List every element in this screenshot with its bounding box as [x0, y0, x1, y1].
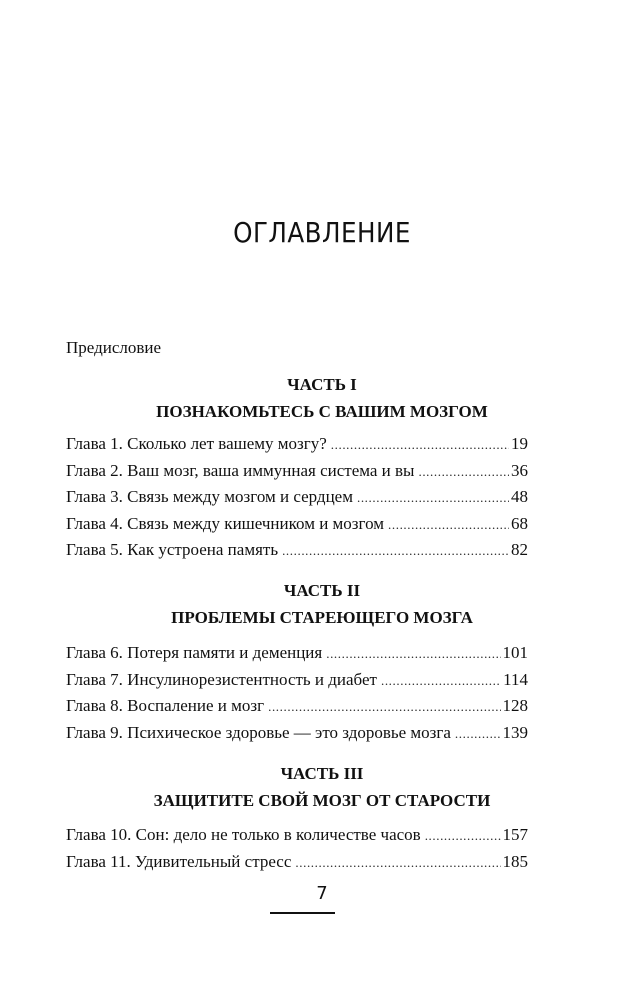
dot-leader	[357, 490, 509, 506]
chapter-title: Глава 3. Связь между мозгом и сердцем	[66, 487, 353, 506]
page-title: ОГЛАВЛЕНИЕ	[233, 216, 411, 249]
part-3-chapter-list	[66, 825, 528, 878]
toc-entry[interactable]	[66, 514, 528, 541]
toc-entry[interactable]	[66, 696, 528, 723]
page-number: 7	[316, 883, 328, 904]
dot-leader	[295, 855, 500, 871]
chapter-title: Глава 7. Инсулинорезистентность и диабет	[66, 669, 377, 689]
part-2-label: ЧАСТЬ II	[283, 581, 361, 600]
part-3-heading	[0, 760, 644, 814]
part-1-label: ЧАСТЬ I	[287, 375, 357, 394]
page-number-rule	[270, 912, 335, 914]
chapter-title: Глава 5. Как устроена память	[66, 540, 279, 559]
part-2-title: ПРОБЛЕМЫ СТАРЕЮЩЕГО МОЗГА	[171, 608, 473, 627]
chapter-page-number: 82	[511, 540, 528, 559]
chapter-title: Глава 11. Удивительный стресс	[66, 851, 292, 871]
chapter-page-number: 157	[502, 825, 528, 844]
chapter-title: Глава 6. Потеря памяти и деменция	[66, 643, 323, 662]
chapter-page-number: 101	[502, 643, 528, 662]
dot-leader	[282, 543, 509, 559]
chapter-title: Глава 9. Психическое здоровье — это здоровье мозга	[66, 722, 451, 742]
dot-leader	[326, 646, 500, 662]
chapter-title: Глава 10. Сон: дело не только в количестве часов	[66, 825, 421, 844]
toc-entry[interactable]	[66, 434, 528, 461]
chapter-page-number: 114	[503, 669, 528, 689]
chapter-page-number: 19	[511, 434, 528, 453]
chapter-page-number: 36	[511, 460, 528, 480]
dot-leader	[418, 464, 509, 480]
chapter-page-number: 48	[511, 487, 528, 506]
chapter-title: Глава 8. Воспаление и мозг	[66, 696, 265, 715]
toc-entry[interactable]	[66, 540, 528, 567]
part-1-chapter-list	[66, 434, 528, 567]
chapter-page-number: 68	[511, 513, 528, 533]
chapter-page-number: 185	[502, 851, 528, 871]
chapter-page-number: 128	[502, 696, 528, 715]
preface-entry[interactable]: Предисловие	[66, 338, 162, 357]
toc-entry[interactable]	[66, 487, 528, 514]
dot-leader	[425, 828, 501, 844]
dot-leader	[455, 726, 501, 742]
part-3-title: ЗАЩИТИТЕ СВОЙ МОЗГ ОТ СТАРОСТИ	[153, 791, 491, 810]
chapter-title: Глава 2. Ваш мозг, ваша иммунная система и вы	[66, 460, 415, 480]
chapter-title: Глава 1. Сколько лет вашему мозгу?	[66, 434, 327, 453]
toc-entry[interactable]	[66, 643, 528, 670]
part-3-label: ЧАСТЬ III	[280, 764, 364, 783]
chapter-title: Глава 4. Связь между кишечником и мозгом	[66, 513, 385, 533]
part-2-heading	[0, 577, 644, 631]
toc-entry[interactable]	[66, 825, 528, 852]
chapter-page-number: 139	[502, 722, 528, 742]
dot-leader	[381, 673, 501, 689]
part-1-title: ПОЗНАКОМЬТЕСЬ С ВАШИМ МОЗГОМ	[156, 402, 488, 421]
toc-entry[interactable]	[66, 670, 528, 697]
toc-entry[interactable]	[66, 461, 528, 488]
part-2-chapter-list	[66, 643, 528, 749]
dot-leader	[388, 517, 509, 533]
part-1-heading	[0, 371, 644, 425]
toc-entry[interactable]	[66, 852, 528, 879]
dot-leader	[331, 437, 509, 453]
toc-entry[interactable]	[66, 723, 528, 750]
dot-leader	[268, 699, 500, 715]
